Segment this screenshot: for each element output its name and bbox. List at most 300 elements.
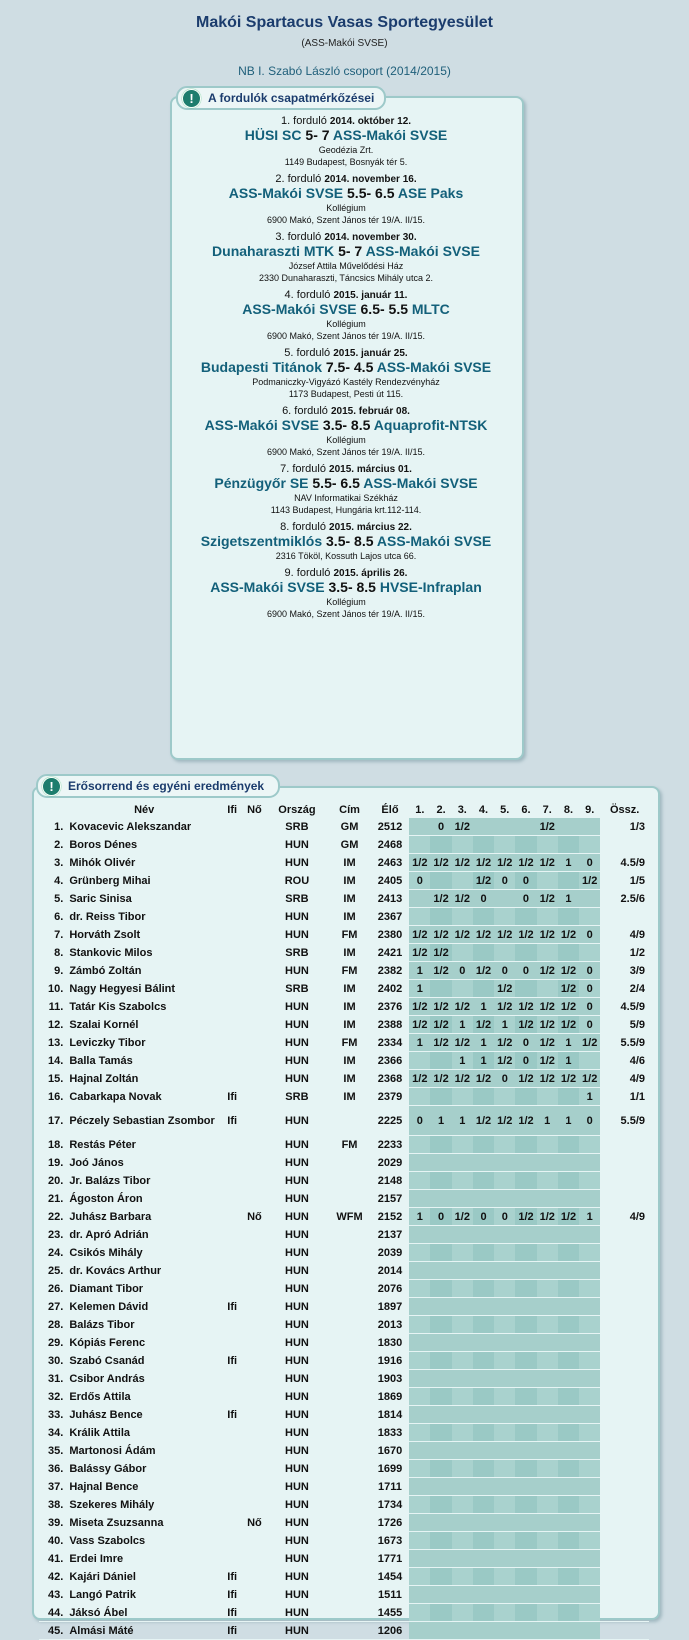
- round-label: 2. forduló: [275, 173, 322, 185]
- player-rank: 17.: [39, 1106, 67, 1136]
- away-team: ASS-Makói SVSE: [365, 243, 480, 259]
- round-result: [558, 1424, 579, 1442]
- player-country: HUN: [266, 1334, 329, 1352]
- player-name: Juhász Barbara: [67, 1208, 221, 1226]
- round-result: [452, 1424, 473, 1442]
- player-ifi: [221, 890, 243, 908]
- round-result: 1/2: [430, 944, 451, 962]
- round-result: [579, 1190, 600, 1208]
- round-result: [537, 1136, 558, 1154]
- round-result: [515, 1460, 536, 1478]
- round-result: [558, 1460, 579, 1478]
- player-no: [243, 1016, 265, 1034]
- round-result: [537, 1550, 558, 1568]
- player-elo: 2421: [371, 944, 409, 962]
- player-total: 4.5/9: [600, 998, 649, 1016]
- player-no: [243, 962, 265, 980]
- match-score: 5- 7: [338, 243, 363, 259]
- player-title: [328, 1442, 370, 1460]
- col-round: 8.: [563, 803, 574, 816]
- round-date: 2015. január 25.: [333, 348, 408, 359]
- match-score: 3.5- 8.5: [326, 533, 374, 549]
- player-total: [600, 1568, 649, 1586]
- round-result: [558, 1532, 579, 1550]
- player-rank: 22.: [39, 1208, 67, 1226]
- player-rank: 14.: [39, 1052, 67, 1070]
- round-result: 1/2: [430, 926, 451, 944]
- player-ifi: [221, 1370, 243, 1388]
- round-result: [430, 1388, 451, 1406]
- round-result: [558, 872, 579, 890]
- player-no: [243, 1154, 265, 1172]
- round-block: [174, 231, 518, 284]
- player-elo: 1699: [371, 1460, 409, 1478]
- round-result: [473, 1088, 494, 1106]
- table-row: [39, 1442, 649, 1460]
- round-result: [473, 1622, 494, 1640]
- player-country: HUN: [266, 1388, 329, 1406]
- table-row: [39, 1226, 649, 1244]
- round-match: [174, 359, 518, 376]
- player-rank: 26.: [39, 1280, 67, 1298]
- player-title: [328, 1550, 370, 1568]
- player-ifi: Ifi: [221, 1622, 243, 1640]
- round-result: [537, 1154, 558, 1172]
- round-result: [430, 1622, 451, 1640]
- round-result: [537, 1568, 558, 1586]
- round-result: [537, 836, 558, 854]
- player-no: [243, 1604, 265, 1622]
- player-country: HUN: [266, 1496, 329, 1514]
- player-rank: 39.: [39, 1514, 67, 1532]
- player-country: HUN: [266, 1460, 329, 1478]
- round-result: [452, 1154, 473, 1172]
- round-result: 1/2: [537, 818, 558, 836]
- round-result: [430, 1532, 451, 1550]
- table-row: [39, 1550, 649, 1568]
- home-team: ASS-Makói SVSE: [228, 185, 344, 201]
- player-elo: 1814: [371, 1406, 409, 1424]
- round-match: [174, 243, 518, 260]
- player-elo: 1903: [371, 1370, 409, 1388]
- player-ifi: [221, 1514, 243, 1532]
- round-result: [558, 1136, 579, 1154]
- round-label: 3. forduló: [275, 231, 322, 243]
- round-result: 1/2: [430, 854, 451, 872]
- table-row: [39, 818, 649, 836]
- away-team: ASS-Makói SVSE: [376, 533, 492, 549]
- venue-name: Geodézia Zrt.: [318, 145, 374, 155]
- round-result: [494, 1442, 515, 1460]
- round-result: [537, 1460, 558, 1478]
- player-rank: 28.: [39, 1316, 67, 1334]
- player-rank: 16.: [39, 1088, 67, 1106]
- round-label: 4. forduló: [284, 289, 331, 301]
- round-result: [494, 1244, 515, 1262]
- player-elo: 2402: [371, 980, 409, 998]
- table-row: [39, 1154, 649, 1172]
- round-result: [409, 1514, 430, 1532]
- round-result: [558, 1244, 579, 1262]
- round-result: 1/2: [452, 890, 473, 908]
- away-team: ASS-Makói SVSE: [332, 127, 448, 143]
- round-result: 0: [579, 998, 600, 1016]
- table-row: [39, 1016, 649, 1034]
- round-result: 1/2: [452, 926, 473, 944]
- round-result: [537, 1262, 558, 1280]
- round-result: [452, 1316, 473, 1334]
- round-result: [409, 1550, 430, 1568]
- table-row: [39, 890, 649, 908]
- player-no: [243, 1586, 265, 1604]
- player-no: Nő: [243, 1208, 265, 1226]
- round-result: [579, 1550, 600, 1568]
- round-result: 1/2: [409, 1070, 430, 1088]
- player-title: FM: [328, 1034, 370, 1052]
- round-result: [515, 1262, 536, 1280]
- round-result: [579, 1052, 600, 1070]
- player-name: Langó Patrik: [67, 1586, 221, 1604]
- player-country: HUN: [266, 1034, 329, 1052]
- round-result: [430, 1226, 451, 1244]
- round-result: [409, 1388, 430, 1406]
- player-title: [328, 1406, 370, 1424]
- round-result: 1/2: [494, 998, 515, 1016]
- player-elo: 2014: [371, 1262, 409, 1280]
- match-score: 7.5- 4.5: [325, 359, 374, 375]
- round-result: 1/2: [430, 998, 451, 1016]
- round-result: [409, 1172, 430, 1190]
- round-result: 0: [579, 1016, 600, 1034]
- round-result: [515, 1550, 536, 1568]
- table-row: [39, 1298, 649, 1316]
- round-result: [452, 1460, 473, 1478]
- round-result: [579, 1352, 600, 1370]
- round-result: [558, 1352, 579, 1370]
- player-elo: 2388: [371, 1016, 409, 1034]
- player-name: Juhász Bence: [67, 1406, 221, 1424]
- player-name: Králik Attila: [67, 1424, 221, 1442]
- player-rank: 36.: [39, 1460, 67, 1478]
- col-round: 3.: [457, 803, 467, 816]
- round-result: [515, 1352, 536, 1370]
- round-result: 0: [515, 962, 536, 980]
- round-result: 1: [452, 1052, 473, 1070]
- round-result: [494, 1154, 515, 1172]
- round-result: [558, 1280, 579, 1298]
- round-result: [494, 1088, 515, 1106]
- round-result: [515, 1136, 536, 1154]
- round-result: [452, 1136, 473, 1154]
- player-title: [328, 1514, 370, 1532]
- round-result: [579, 1568, 600, 1586]
- player-title: IM: [328, 1070, 370, 1088]
- round-result: 1/2: [537, 1208, 558, 1226]
- table-row: [39, 1460, 649, 1478]
- table-row: [39, 1052, 649, 1070]
- player-name: Leviczky Tibor: [67, 1034, 221, 1052]
- player-total: 3/9: [600, 962, 649, 980]
- player-elo: 1711: [371, 1478, 409, 1496]
- player-name: Mihók Olivér: [67, 854, 221, 872]
- round-result: [452, 1370, 473, 1388]
- player-rank: 25.: [39, 1262, 67, 1280]
- round-result: [473, 1586, 494, 1604]
- round-result: 0: [409, 1106, 430, 1136]
- player-name: Erdős Attila: [67, 1388, 221, 1406]
- round-result: [430, 1406, 451, 1424]
- player-title: [328, 1334, 370, 1352]
- round-result: [537, 908, 558, 926]
- player-country: HUN: [266, 1226, 329, 1244]
- venue-name: Podmaniczky-Vigyázó Kastély Rendezvényház: [252, 377, 440, 387]
- player-elo: 1670: [371, 1442, 409, 1460]
- player-country: HUN: [266, 1622, 329, 1640]
- round-label: 1. forduló: [280, 115, 327, 127]
- player-ifi: [221, 1190, 243, 1208]
- round-result: [473, 1424, 494, 1442]
- round-result: [537, 1244, 558, 1262]
- round-result: [537, 1370, 558, 1388]
- away-team: MLTC: [411, 301, 450, 317]
- round-result: [579, 1172, 600, 1190]
- round-result: 0: [515, 890, 536, 908]
- round-result: [452, 1442, 473, 1460]
- round-result: [473, 1226, 494, 1244]
- player-name: Jáksó Ábel: [67, 1604, 221, 1622]
- round-result: 1/2: [558, 1208, 579, 1226]
- round-result: [494, 1478, 515, 1496]
- round-result: [409, 1478, 430, 1496]
- player-elo: 1734: [371, 1496, 409, 1514]
- round-result: [494, 1388, 515, 1406]
- round-result: [409, 836, 430, 854]
- player-title: [328, 1226, 370, 1244]
- round-date: 2014. október 12.: [329, 116, 412, 127]
- rounds-panel-title: A fordulók csapatmérkőzései: [208, 91, 375, 105]
- round-block: [174, 347, 518, 400]
- round-result: 0: [494, 1070, 515, 1088]
- player-title: [328, 1154, 370, 1172]
- round-result: [515, 1334, 536, 1352]
- player-ifi: [221, 818, 243, 836]
- player-no: Nő: [243, 1514, 265, 1532]
- player-name: Hajnal Zoltán: [67, 1070, 221, 1088]
- round-result: [579, 1424, 600, 1442]
- round-result: 0: [494, 962, 515, 980]
- round-result: [409, 818, 430, 836]
- round-result: 1/2: [515, 1016, 536, 1034]
- player-total: 1/1: [600, 1088, 649, 1106]
- player-name: Péczely Sebastian Zsombor: [67, 1106, 221, 1136]
- player-total: [600, 1334, 649, 1352]
- round-result: 1/2: [494, 1034, 515, 1052]
- player-no: [243, 1172, 265, 1190]
- round-result: [558, 1316, 579, 1334]
- match-score: 5- 7: [305, 127, 330, 143]
- round-result: [515, 1088, 536, 1106]
- round-result: [473, 1460, 494, 1478]
- round-match: [174, 417, 518, 434]
- player-elo: 2076: [371, 1280, 409, 1298]
- player-total: [600, 1352, 649, 1370]
- results-panel-header: [36, 774, 280, 798]
- round-result: [452, 1568, 473, 1586]
- round-result: [430, 1154, 451, 1172]
- player-ifi: [221, 944, 243, 962]
- round-result: [515, 818, 536, 836]
- match-score: 5.5- 6.5: [347, 185, 395, 201]
- player-country: HUN: [266, 1424, 329, 1442]
- player-rank: 23.: [39, 1226, 67, 1244]
- player-rank: 1.: [39, 818, 67, 836]
- round-result: [515, 1514, 536, 1532]
- round-result: [494, 1586, 515, 1604]
- round-result: 0: [473, 890, 494, 908]
- player-country: HUN: [266, 1586, 329, 1604]
- round-result: [494, 1532, 515, 1550]
- round-result: [579, 836, 600, 854]
- player-rank: 35.: [39, 1442, 67, 1460]
- round-label: 9. forduló: [284, 567, 331, 579]
- player-rank: 10.: [39, 980, 67, 998]
- round-result: [537, 1190, 558, 1208]
- round-result: [537, 1424, 558, 1442]
- player-country: HUN: [266, 1568, 329, 1586]
- round-result: [473, 1154, 494, 1172]
- round-result: [537, 1442, 558, 1460]
- player-title: IM: [328, 998, 370, 1016]
- player-elo: 1673: [371, 1532, 409, 1550]
- round-result: [452, 980, 473, 998]
- round-match: [174, 533, 518, 550]
- round-result: [452, 1280, 473, 1298]
- round-result: [409, 1622, 430, 1640]
- round-result: 1/2: [537, 962, 558, 980]
- player-ifi: [221, 1388, 243, 1406]
- round-result: [558, 1154, 579, 1172]
- player-total: [600, 1316, 649, 1334]
- round-result: 1/2: [515, 1208, 536, 1226]
- player-title: [328, 1370, 370, 1388]
- round-result: [473, 1496, 494, 1514]
- player-ifi: Ifi: [221, 1106, 243, 1136]
- round-result: 1: [558, 890, 579, 908]
- player-rank: 24.: [39, 1244, 67, 1262]
- round-result: [452, 872, 473, 890]
- round-result: 0: [430, 1208, 451, 1226]
- round-result: [494, 1262, 515, 1280]
- player-title: GM: [328, 818, 370, 836]
- player-country: HUN: [266, 1190, 329, 1208]
- player-rank: 13.: [39, 1034, 67, 1052]
- round-result: [430, 1052, 451, 1070]
- player-no: [243, 1424, 265, 1442]
- table-row: [39, 998, 649, 1016]
- player-country: SRB: [266, 818, 329, 836]
- player-elo: 2233: [371, 1136, 409, 1154]
- round-date: 2015. március 01.: [329, 464, 412, 475]
- round-result: [430, 1088, 451, 1106]
- round-result: [430, 1334, 451, 1352]
- round-result: 1/2: [537, 854, 558, 872]
- player-elo: 1771: [371, 1550, 409, 1568]
- player-no: [243, 1280, 265, 1298]
- round-result: [473, 1550, 494, 1568]
- round-result: [430, 1190, 451, 1208]
- results-header-row: [39, 801, 649, 818]
- player-no: [243, 1316, 265, 1334]
- player-title: [328, 1190, 370, 1208]
- player-total: [600, 1514, 649, 1532]
- player-no: [243, 1622, 265, 1640]
- player-name: Boros Dénes: [67, 836, 221, 854]
- table-row: [39, 1622, 649, 1640]
- player-ifi: [221, 1154, 243, 1172]
- round-result: [579, 1244, 600, 1262]
- round-result: [515, 1478, 536, 1496]
- col-round: 7.: [542, 803, 552, 816]
- round-result: [537, 1298, 558, 1316]
- player-rank: 38.: [39, 1496, 67, 1514]
- round-result: 1/2: [430, 890, 451, 908]
- round-result: [473, 1442, 494, 1460]
- round-result: 0: [579, 926, 600, 944]
- player-total: 1/2: [600, 944, 649, 962]
- player-total: 1/5: [600, 872, 649, 890]
- round-result: [409, 1052, 430, 1070]
- table-row: [39, 1478, 649, 1496]
- round-result: [537, 1586, 558, 1604]
- round-result: [579, 1406, 600, 1424]
- round-date: 2014. november 30.: [324, 232, 417, 243]
- round-result: [473, 1298, 494, 1316]
- round-result: [515, 908, 536, 926]
- player-ifi: [221, 980, 243, 998]
- player-total: 4.5/9: [600, 854, 649, 872]
- player-ifi: [221, 1016, 243, 1034]
- round-result: [515, 944, 536, 962]
- player-rank: 9.: [39, 962, 67, 980]
- results-table: [39, 801, 649, 1640]
- round-result: [409, 1262, 430, 1280]
- round-result: [515, 1154, 536, 1172]
- round-result: 1/2: [515, 1106, 536, 1136]
- round-result: 1: [537, 1106, 558, 1136]
- player-total: [600, 1388, 649, 1406]
- round-label: 5. forduló: [284, 347, 331, 359]
- round-result: [409, 1280, 430, 1298]
- player-no: [243, 818, 265, 836]
- table-row: [39, 854, 649, 872]
- home-team: Szigetszentmiklós: [200, 533, 323, 549]
- player-rank: 27.: [39, 1298, 67, 1316]
- player-ifi: [221, 1496, 243, 1514]
- player-total: [600, 1262, 649, 1280]
- round-result: [409, 1298, 430, 1316]
- player-ifi: Ifi: [221, 1604, 243, 1622]
- player-total: [600, 1226, 649, 1244]
- table-row: [39, 1388, 649, 1406]
- round-block: [174, 289, 518, 342]
- player-elo: 2137: [371, 1226, 409, 1244]
- player-total: 4/6: [600, 1052, 649, 1070]
- player-title: [328, 1244, 370, 1262]
- round-header: [174, 289, 518, 301]
- player-country: HUN: [266, 1316, 329, 1334]
- round-result: 1/2: [409, 1016, 430, 1034]
- round-result: [494, 908, 515, 926]
